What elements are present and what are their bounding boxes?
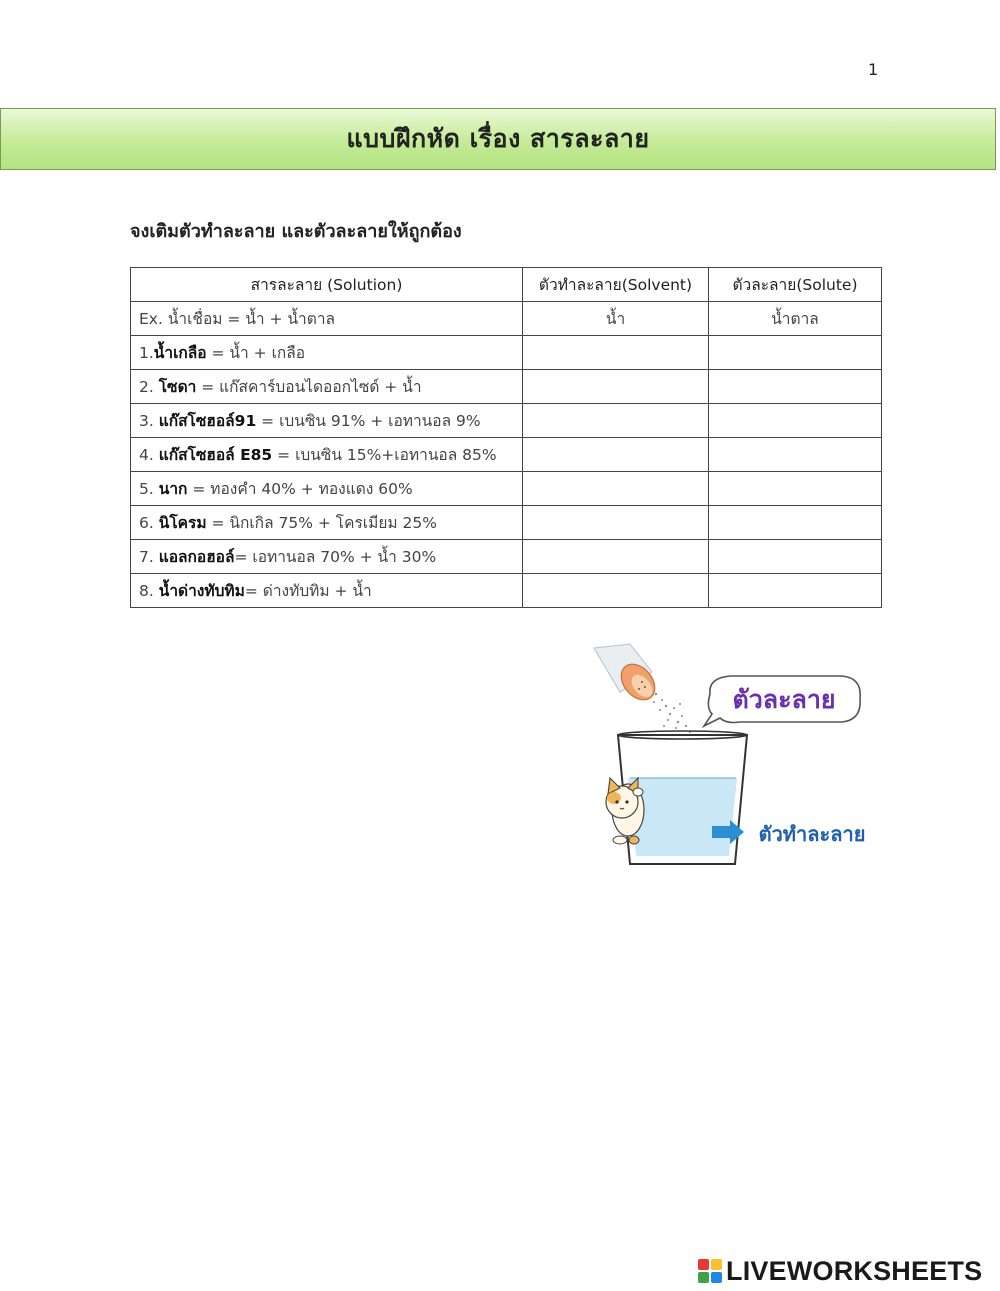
solution-cell: 2. โซดา = แก๊สคาร์บอนไดออกไซด์ + น้ำ [131,370,523,404]
solution-cell: 6. นิโครม = นิกเกิล 75% + โครเมียม 25% [131,506,523,540]
table-row [131,472,882,506]
solvent-answer: น้ำ [523,302,709,336]
exercise-table [130,267,882,608]
solution-cell: 1.น้ำเกลือ = น้ำ + เกลือ [131,336,523,370]
solute-answer[interactable] [709,506,882,540]
solution-cell: 7. แอลกอฮอล์= เอทานอล 70% + น้ำ 30% [131,540,523,574]
logo-grid-icon [698,1259,722,1283]
solute-answer[interactable] [709,472,882,506]
solute-bubble [704,676,860,726]
page-title: แบบฝึกหัด เรื่อง สารละลาย [346,124,650,153]
solvent-label: ตัวทำละลาย [758,822,866,846]
solute-answer[interactable] [709,574,882,608]
solvent-answer[interactable] [523,540,709,574]
solute-answer[interactable] [709,370,882,404]
table-row [131,336,882,370]
solute-answer[interactable] [709,404,882,438]
table-row [131,540,882,574]
solvent-answer[interactable] [523,472,709,506]
solvent-answer[interactable] [523,506,709,540]
solute-answer: น้ำตาล [709,302,882,336]
solute-answer[interactable] [709,336,882,370]
solution-illustration [590,642,890,872]
solvent-answer[interactable] [523,438,709,472]
header-solvent: ตัวทำละลาย(Solvent) [523,268,709,302]
table-row [131,302,882,336]
table-row [131,370,882,404]
solvent-answer[interactable] [523,404,709,438]
solvent-answer[interactable] [523,336,709,370]
table-row [131,574,882,608]
solute-answer[interactable] [709,540,882,574]
table-row [131,506,882,540]
table-row [131,404,882,438]
table-header-row [131,268,882,302]
solution-cell: 3. แก๊สโซฮอล์91 = เบนซิน 91% + เอทานอล 9% [131,404,523,438]
solution-cell: 8. น้ำด่างทับทิม= ด่างทับทิม + น้ำ [131,574,523,608]
solute-bubble-label: ตัวละลาย [732,685,836,714]
header-solution: สารละลาย (Solution) [131,268,523,302]
logo-text: LIVEWORKSHEETS [726,1255,983,1286]
solvent-pointer [712,820,865,846]
title-banner [0,108,996,170]
solution-cell: 4. แก๊สโซฮอล์ E85 = เบนซิน 15%+เอทานอล 85% [131,438,523,472]
solution-cell: 5. นาก = ทองคำ 40% + ทองแดง 60% [131,472,523,506]
solute-particles [653,693,691,733]
solute-answer[interactable] [709,438,882,472]
solvent-answer[interactable] [523,574,709,608]
header-solute: ตัวละลาย(Solute) [709,268,882,302]
page-number: 1 [868,60,879,79]
solvent-answer[interactable] [523,370,709,404]
salt-shaker-icon [594,644,662,706]
liveworksheets-logo[interactable] [698,1254,982,1288]
instruction-text: จงเติมตัวทำละลาย และตัวละลายให้ถูกต้อง [130,221,462,242]
table-row [131,438,882,472]
solution-cell: Ex. น้ำเชื่อม = น้ำ + น้ำตาล [131,302,523,336]
